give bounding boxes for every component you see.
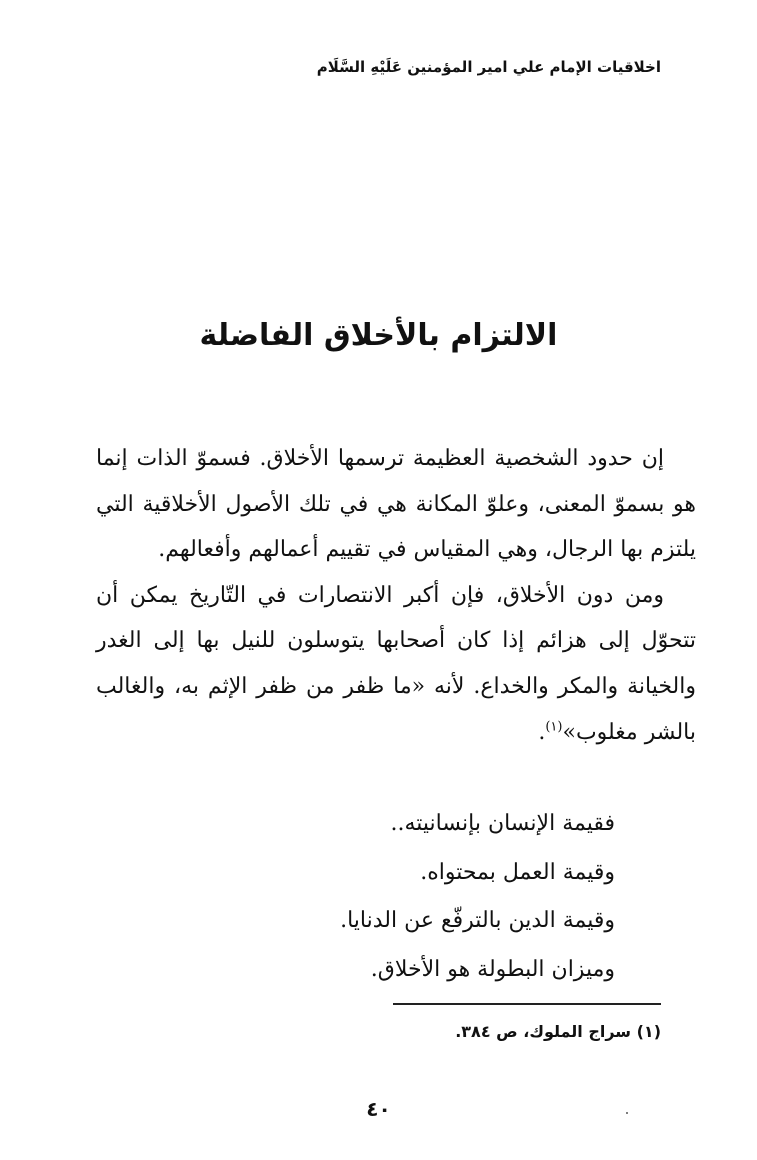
paragraph-2-end: . [538,719,546,745]
aphorism-line: وميزان البطولة هو الأخلاق. [370,956,615,982]
footnote: (١) سراج الملوك، ص ٣٨٤. [455,1022,661,1041]
paragraph-1: إن حدود الشخصية العظيمة ترسمها الأخلاق. فسموّ الذات إنما هو بسموّ المعنى، وعلوّ المكانة هي في تلك الأصول الأخلاقية التي يلتزم بها الرجال، وهي المقياس في تقييم أعمالهم وأفعالهم. [96,446,696,563]
paragraph-2 [96,573,696,755]
paragraph-2-text: ومن دون الأخلاق، فإن أكبر الانتصارات في التّاريخ يمكن أن تتحوّل إلى هزائم إذا كان أصحابها يتوسلون للنيل بها إلى الغدر والخيانة والمكر والخداع. لأنه «ما ظفر من ظفر الإثم به، والغالب بالشر مغلوب» [96,582,696,745]
body-text [96,436,696,755]
chapter-title: الالتزام بالأخلاق الفاضلة [199,318,558,353]
aphorism-lines [340,800,615,994]
page-number: ٤٠ [366,1097,391,1121]
aphorism-line: فقيمة الإنسان بإنسانيته.. [390,811,615,836]
aphorism-line: وقيمة الدين بالترفّع عن الدنايا. [340,908,615,933]
footnote-reference: (١) [545,719,563,735]
footnote-divider [393,1003,661,1005]
aphorism-line: وقيمة العمل بمحتواه. [420,859,615,885]
scan-speck [626,1112,628,1114]
running-header: اخلاقيات الإمام علي امير المؤمنين عَلَيْهِ السَّلَام [316,58,661,76]
